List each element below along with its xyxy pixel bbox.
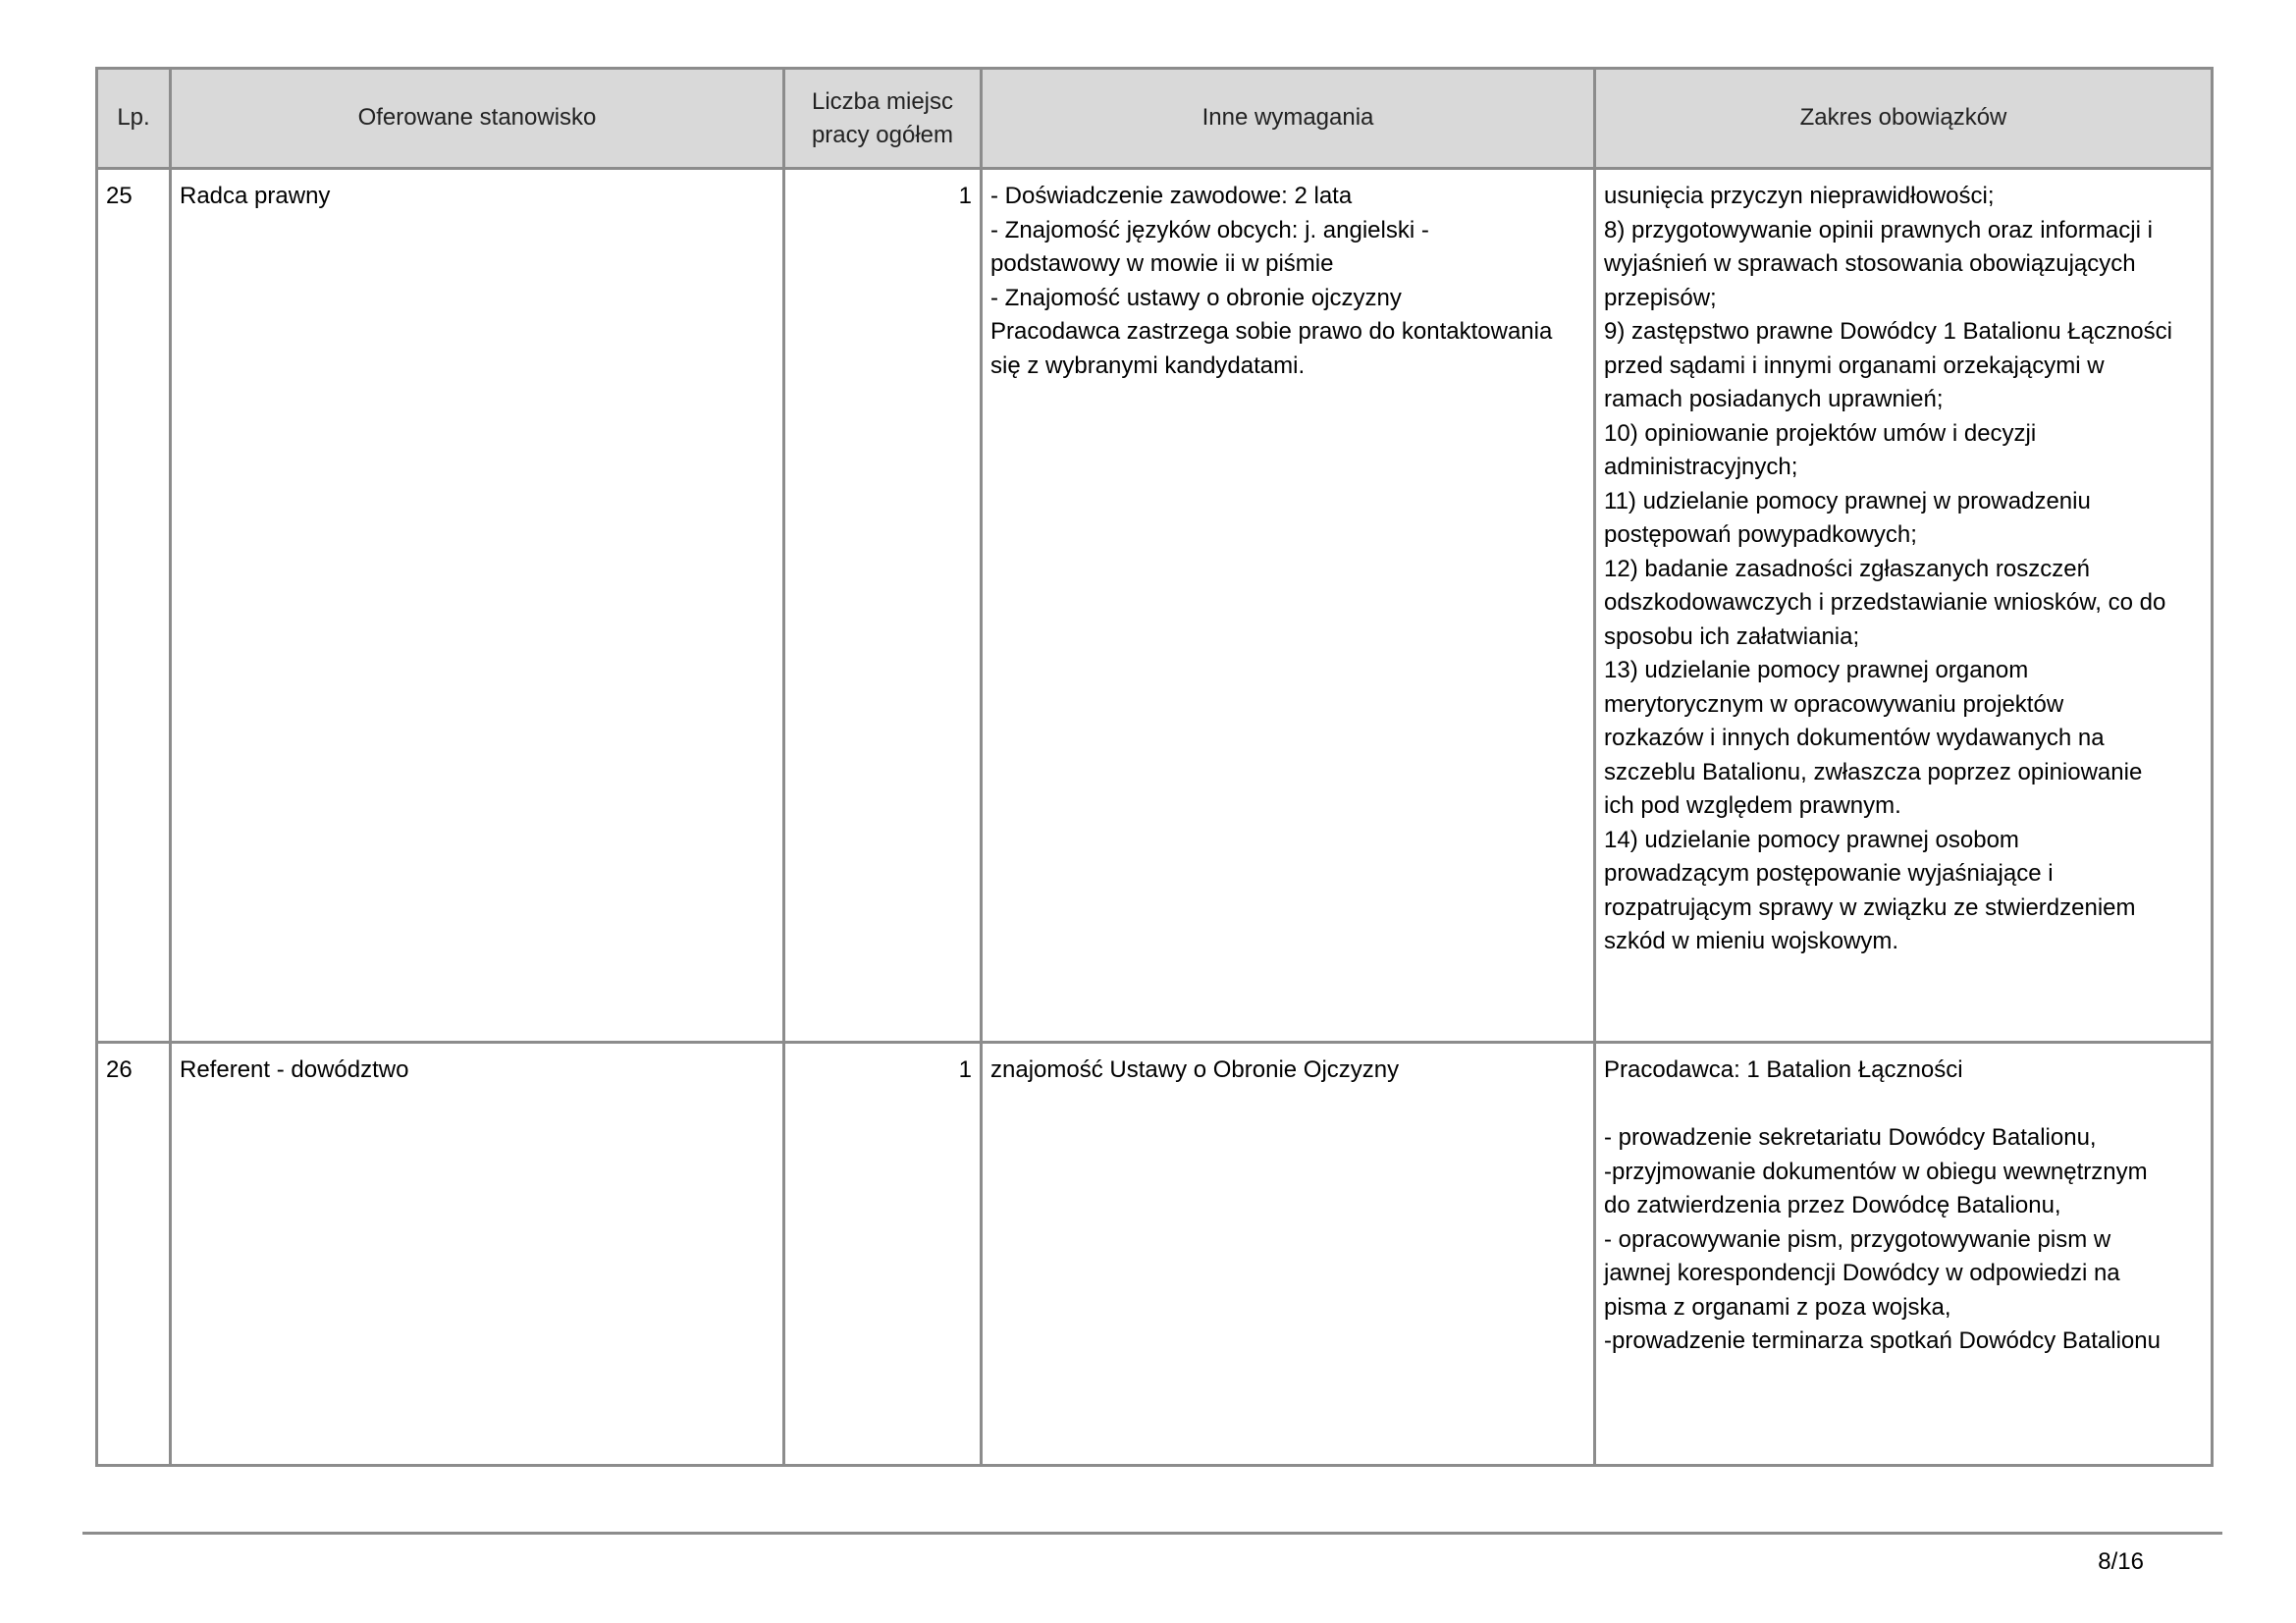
header-count-line1: Liczba miejsc <box>811 87 954 115</box>
cell-position: Radca prawny <box>171 169 784 1043</box>
cell-lp: 26 <box>97 1043 171 1466</box>
cell-count: 1 <box>784 169 982 1043</box>
header-duties: Zakres obowiązków <box>1595 69 2213 169</box>
table-row <box>97 169 2213 1043</box>
cell-count: 1 <box>784 1043 982 1466</box>
header-position: Oferowane stanowisko <box>171 69 784 169</box>
cell-requirements: - Doświadczenie zawodowe: 2 lata - Znajomość języków obcych: j. angielski - podstawowy w mowie ii w piśmie - Znajomość ustawy o obronie ojczyzny Pracodawca zastrzega sobie prawo do kontaktowania się z wybranymi kandydatami. <box>982 169 1595 1043</box>
cell-duties: usunięcia przyczyn nieprawidłowości; 8) przygotowywanie opinii prawnych oraz informacji i wyjaśnień w sprawach stosowania obowiązujących przepisów; 9) zastępstwo prawne Dowódcy 1 Batalionu Łączności przed sądami i innymi organami orzekającymi w ramach posiadanych uprawnień; 10) opiniowanie projektów umów i decyzji administracyjnych; 11) udzielanie pomocy prawnej w prowadzeniu postępowań powypadkowych; 12) badanie zasadności zgłaszanych roszczeń odszkodowawczych i przedstawianie wniosków, co do sposobu ich załatwiania; 13) udzielanie pomocy prawnej organom merytorycznym w opracowywaniu projektów rozkazów i innych dokumentów wydawanych na szczeblu Batalionu, zwłaszcza poprzez opiniowanie ich pod względem prawnym. 14) udzielanie pomocy prawnej osobom prowadzącym postępowanie wyjaśniające i rozpatrującym sprawy w związku ze stwierdzeniem szkód w mieniu wojskowym. <box>1595 169 2213 1043</box>
header-requirements: Inne wymagania <box>982 69 1595 169</box>
header-count-line2: pracy ogółem <box>811 121 954 148</box>
job-offers-table <box>95 67 2214 1467</box>
cell-position: Referent - dowództwo <box>171 1043 784 1466</box>
footer-divider <box>82 1532 2222 1535</box>
table-row <box>97 1043 2213 1466</box>
cell-duties: Pracodawca: 1 Batalion Łączności - prowadzenie sekretariatu Dowódcy Batalionu, -przyjmowanie dokumentów w obiegu wewnętrznym do zatwierdzenia przez Dowódcę Batalionu, - opracowywanie pism, przygotowywanie pism w jawnej korespondencji Dowódcy w odpowiedzi na pisma z organami z poza wojska, -prowadzenie terminarza spotkań Dowódcy Batalionu <box>1595 1043 2213 1466</box>
table-header-row <box>97 69 2213 169</box>
cell-requirements: znajomość Ustawy o Obronie Ojczyzny <box>982 1043 1595 1466</box>
page-number: 8/16 <box>2098 1548 2144 1575</box>
header-lp: Lp. <box>97 69 171 169</box>
header-count <box>784 69 982 169</box>
cell-lp: 25 <box>97 169 171 1043</box>
